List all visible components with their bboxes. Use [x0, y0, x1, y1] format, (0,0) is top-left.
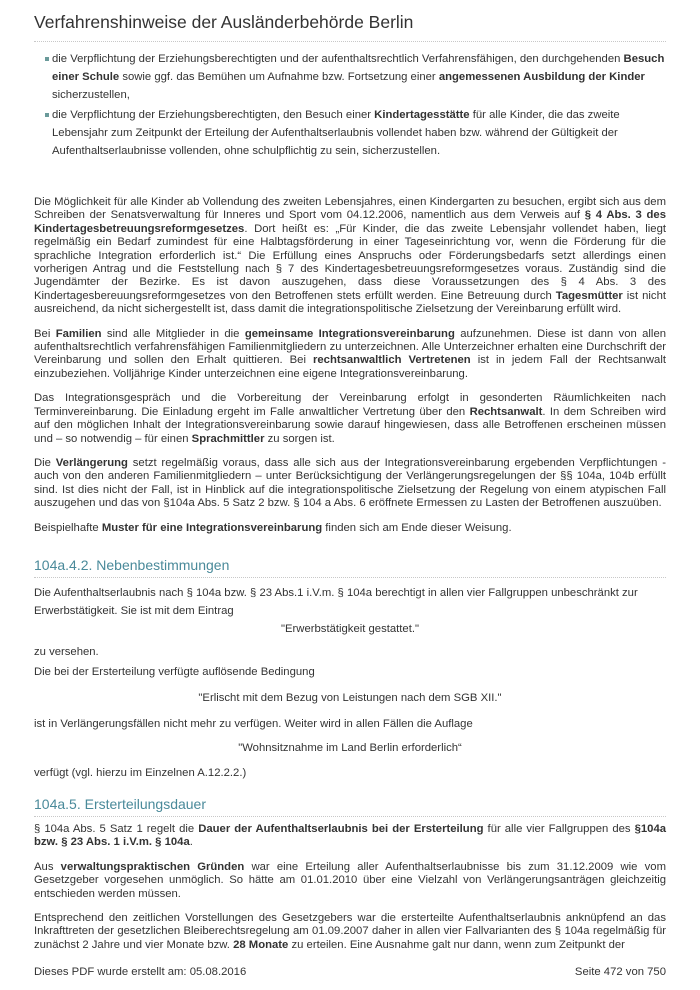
page-title: Verfahrenshinweise der Ausländerbehörde Berlin [34, 12, 666, 42]
paragraph-condition: Die bei der Ersterteilung verfügte auflösende Bedingung [34, 665, 315, 678]
quote-condition: "Erlischt mit dem Bezug von Leistungen nach dem SGB XII." [198, 691, 502, 704]
quote-residence: "Wohnsitznahme im Land Berlin erforderlich“ [238, 741, 462, 754]
section-heading-nebenbestimmungen: 104a.4.2. Nebenbestimmungen [34, 557, 666, 578]
paragraph-employment: Die Aufenthaltserlaubnis nach § 104a bzw. § 23 Abs.1 i.V.m. § 104a berechtigt in allen vier Fallgruppen unbeschränkt zur Erwerbstätigkeit. Sie ist mit dem Eintrag [34, 586, 638, 617]
document-page [34, 12, 666, 952]
section-heading-ersterteilungsdauer: 104a.5. Ersterteilungsdauer [34, 796, 666, 817]
paragraph-duration: § 104a Abs. 5 Satz 1 regelt die Dauer der Aufenthaltserlaubnis bei der Ersterteilung für alle vier Fallgruppen des §104a bzw. § 23 Abs. 1 i.V.m. § 104a. [34, 822, 667, 849]
quote-employment-permitted: "Erwerbstätigkeit gestattet." [281, 622, 419, 635]
footer-page-number: Seite 472 von 750 [574, 966, 666, 978]
paragraph-families: Bei Familien sind alle Mitglieder in die gemeinsame Integrationsvereinbarung aufzunehmen. Diese ist dann von allen aufenthaltsrechtlich verfahrensfähigen Familienmitgliedern zu unterzeichnen. Alle Unterzeichner erhalten eine Durchschrift der Vereinbarung und sollen den Erhalt quittieren. Bei rechtsanwaltlich Vertretenen ist in jedem Fall der Rechtsanwalt einzubeziehen. Volljährige Kinder unterzeichnen eine eigene Integrationsvereinbarung. [34, 327, 667, 380]
paragraph-sample: Beispielhafte Muster für eine Integrationsvereinbarung finden sich am Ende dieser Weisung. [34, 521, 512, 534]
list-item: die Verpflichtung der Erziehungsberechtigten und der aufenthaltsrechtlich Verfahrensfähigen, den durchgehenden Besuch einer Schule sowie ggf. das Bemühen um Aufnahme bzw. Fortsetzung einer angemessenen Ausbildung der Kinder sicherzustellen, [42, 50, 666, 104]
bullet-square-icon [45, 113, 49, 117]
paragraph-kindergarten: Die Möglichkeit für alle Kinder ab Vollendung des zweiten Lebensjahres, einen Kindergarten zu besuchen, ergibt sich aus dem Schreiben der Senatsverwaltung für Inneres und Sport vom 04.12.2006, namentlich aus dem Verweis auf § 4 Abs. 3 des Kindertagesbetreuungsreformgesetzes. Dort heißt es: „Für Kinder, die das zweite Lebensjahr vollendet haben, liegt regelmäßig ein Bedarf zumindest für eine Halbtagsförderung in einer Tageseinrichtung vor, wenn die Förderung für die sprachliche Integration erforderlich ist.“ Die Erfüllung eines Anspruchs oder Förderungsbedarfs setzt allerdings einen vorherigen Antrag und die Feststellung nach § 7 des Kindertagesbetreuungsreformgesetzes voraus. Zuständig sind die Jugendämter der Bezirke. Es ist davon auszugehen, dass diese Voraussetzungen des § 4 Abs. 3 des Kindertagesbereuungsreformgesetzes von den Betroffenen stets erfüllt werden. Eine Betreuung durch Tagesmütter ist nicht ausreichend, da nicht sichergestellt ist, dass damit die integrationspolitische Zielsetzung der Vereinbarung erfüllt wird. [34, 196, 666, 316]
list-item: die Verpflichtung der Erziehungsberechtigten, den Besuch einer Kindertagesstätte für alle Kinder, die das zweite Lebensjahr zum Zeitpunkt der Erteilung der Aufenthaltserlaubnis vollendet haben bzw. während der Gültigkeit der Aufenthaltserlaubnisse vollenden, ohne schulpflichtig zu sein, sicherzustellen. [42, 106, 666, 160]
paragraph-timing: Entsprechend den zeitlichen Vorstellungen des Gesetzgebers war die ersterteilte Aufenthaltserlaubnis anknüpfend an das Inkrafttreten der gesetzlichen Bleiberechtsregelung am 01.09.2007 daher in allen vier Fallvarianten des § 104a regelmäßig für zunächst 2 Jahre und vier Monate bzw. 28 Monate zu erteilen. Eine Ausnahme galt nur dann, wenn zum Zeitpunkt der [34, 911, 666, 951]
bullet-list [34, 50, 666, 160]
bullet-square-icon [45, 57, 49, 61]
paragraph-reference: verfügt (vgl. hierzu im Einzelnen A.12.2.2.) [34, 766, 247, 779]
page-footer [34, 966, 666, 978]
paragraph-administrative-reasons: Aus verwaltungspraktischen Gründen war eine Erteilung aller Aufenthaltserlaubnisse bis zum 31.12.2009 wie vom Gesetzgeber vorgesehen unmöglich. So hätte am 01.01.2010 über eine Vielzahl von Verlängerungsanträgen gleichzeitig entschieden werden müssen. [34, 860, 666, 900]
paragraph-integration-meeting: Das Integrationsgespräch und die Vorbereitung der Vereinbarung erfolgt in gesonderten Räumlichkeiten nach Terminvereinbarung. Die Einladung ergeht im Falle anwaltlicher Vertretung über den Rechtsanwalt. In dem Schreiben wird auf den möglichen Inhalt der Integrationsvereinbarung sowie darauf hingewiesen, dass alle Betroffenen erscheinen müssen und – so notwendig – für einen Sprachmittler zu sorgen ist. [34, 392, 666, 445]
paragraph-to-provide: zu versehen. [34, 645, 99, 658]
paragraph-extension: Die Verlängerung setzt regelmäßig voraus, dass alle sich aus der Integrationsvereinbarung ergebenden Verpflichtungen - auch von den anderen Familienmitgliedern – unter Berücksichtigung der Verlängerungsregelungen der §§ 104a, 104b erfüllt sind. Ist dies nicht der Fall, ist in Hinblick auf die integrationspolitische Zielsetzung der Regelung von einem atypischen Fall auszugehen und das von §104a Abs. 5 Satz 2 bzw. § 104 a Abs. 6 eröffnete Ermessen zu Lasten der Betroffenen auszuüben. [34, 456, 666, 510]
paragraph-extension-cases: ist in Verlängerungsfällen nicht mehr zu verfügen. Weiter wird in allen Fällen die Auflage [34, 717, 473, 730]
footer-created-date: Dieses PDF wurde erstellt am: 05.08.2016 [34, 966, 247, 978]
